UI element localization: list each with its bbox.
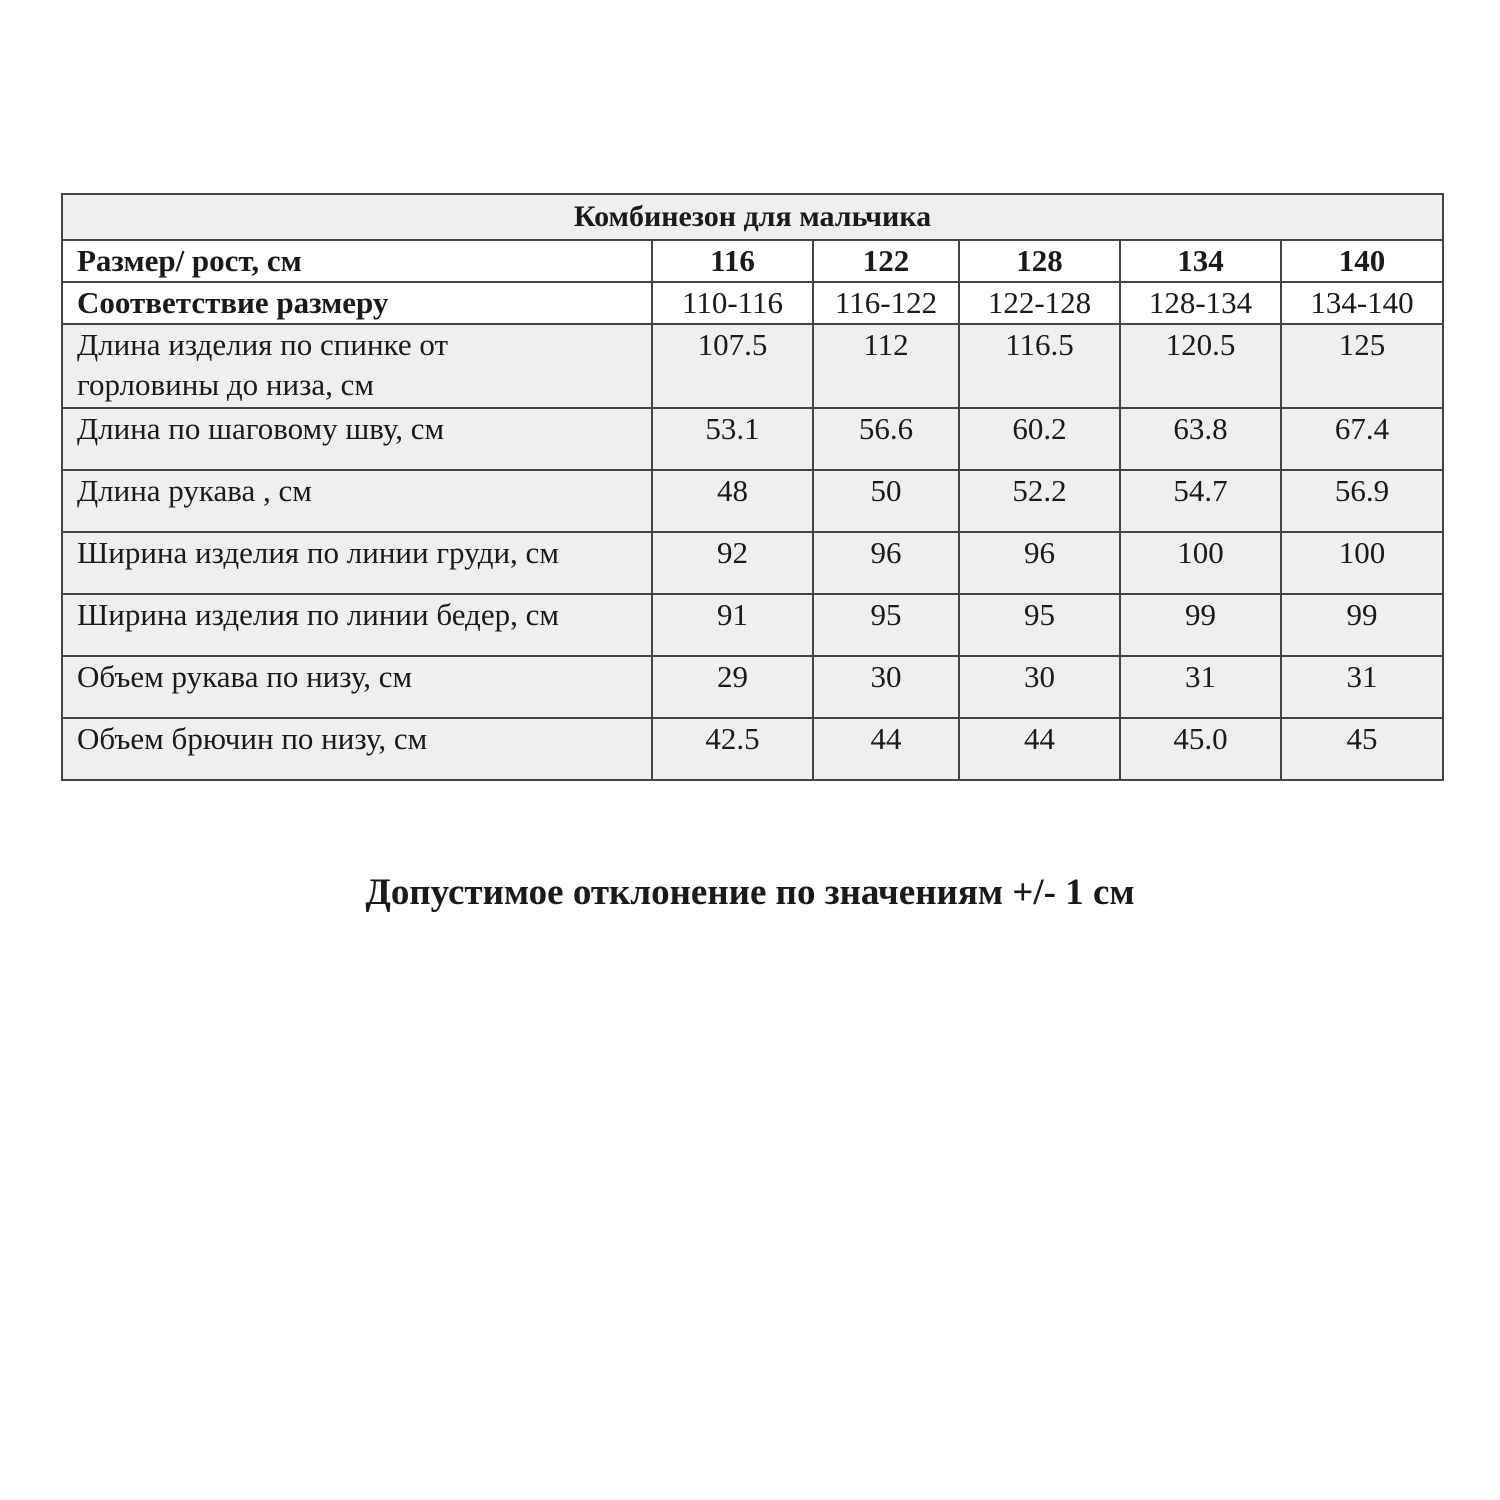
row-label: Длина по шаговому шву, см (62, 408, 652, 470)
table-cell: 95 (813, 594, 959, 656)
table-cell: 42.5 (652, 718, 813, 780)
row-label-line1: Длина изделия по спинке от (77, 327, 448, 362)
table-cell: 125 (1281, 324, 1443, 408)
table-row (62, 594, 1443, 656)
table-cell: 56.6 (813, 408, 959, 470)
size-match-cell: 116-122 (813, 282, 959, 324)
row-label: Длина рукава , см (62, 470, 652, 532)
table-cell: 45.0 (1120, 718, 1281, 780)
table-cell: 92 (652, 532, 813, 594)
size-header-cell: 122 (813, 240, 959, 282)
table-cell: 31 (1281, 656, 1443, 718)
table-cell: 30 (813, 656, 959, 718)
table-cell: 50 (813, 470, 959, 532)
table-row (62, 656, 1443, 718)
table-cell: 112 (813, 324, 959, 408)
size-header-cell: 128 (959, 240, 1120, 282)
size-header-cell: 134 (1120, 240, 1281, 282)
table-row (62, 408, 1443, 470)
table-title: Комбинезон для мальчика (62, 194, 1443, 240)
table-cell: 100 (1120, 532, 1281, 594)
table-cell: 30 (959, 656, 1120, 718)
size-header-label: Размер/ рост, см (62, 240, 652, 282)
size-header-cell: 116 (652, 240, 813, 282)
table-row (62, 718, 1443, 780)
table-cell: 44 (813, 718, 959, 780)
row-label: Объем рукава по низу, см (62, 656, 652, 718)
table-cell: 60.2 (959, 408, 1120, 470)
table-title-row (62, 194, 1443, 240)
table-cell: 99 (1120, 594, 1281, 656)
table-cell: 91 (652, 594, 813, 656)
row-label: Ширина изделия по линии бедер, см (62, 594, 652, 656)
size-match-cell: 134-140 (1281, 282, 1443, 324)
table-row (62, 532, 1443, 594)
table-cell: 99 (1281, 594, 1443, 656)
size-match-row (62, 282, 1443, 324)
table-cell: 67.4 (1281, 408, 1443, 470)
tolerance-note: Допустимое отклонение по значениям +/- 1 см (365, 872, 1135, 913)
row-label-line2: горловины до низа, см (77, 367, 374, 402)
table-row (62, 470, 1443, 532)
table-cell: 120.5 (1120, 324, 1281, 408)
table-cell: 52.2 (959, 470, 1120, 532)
table-cell: 48 (652, 470, 813, 532)
size-chart-table (61, 193, 1444, 781)
row-label: Объем брючин по низу, см (62, 718, 652, 780)
table-cell: 96 (813, 532, 959, 594)
size-header-row (62, 240, 1443, 282)
table-cell: 63.8 (1120, 408, 1281, 470)
row-label: Ширина изделия по линии груди, см (62, 532, 652, 594)
size-match-label: Соответствие размеру (62, 282, 652, 324)
table-cell: 29 (652, 656, 813, 718)
table-cell: 95 (959, 594, 1120, 656)
table-cell: 107.5 (652, 324, 813, 408)
size-match-cell: 110-116 (652, 282, 813, 324)
table-cell: 45 (1281, 718, 1443, 780)
table-cell: 53.1 (652, 408, 813, 470)
table-cell: 100 (1281, 532, 1443, 594)
size-match-cell: 122-128 (959, 282, 1120, 324)
table-cell: 56.9 (1281, 470, 1443, 532)
table-cell: 116.5 (959, 324, 1120, 408)
table-cell: 44 (959, 718, 1120, 780)
table-row (62, 324, 1443, 408)
table-cell: 54.7 (1120, 470, 1281, 532)
row-label (62, 324, 652, 408)
size-header-cell: 140 (1281, 240, 1443, 282)
table-cell: 96 (959, 532, 1120, 594)
table-cell: 31 (1120, 656, 1281, 718)
size-match-cell: 128-134 (1120, 282, 1281, 324)
